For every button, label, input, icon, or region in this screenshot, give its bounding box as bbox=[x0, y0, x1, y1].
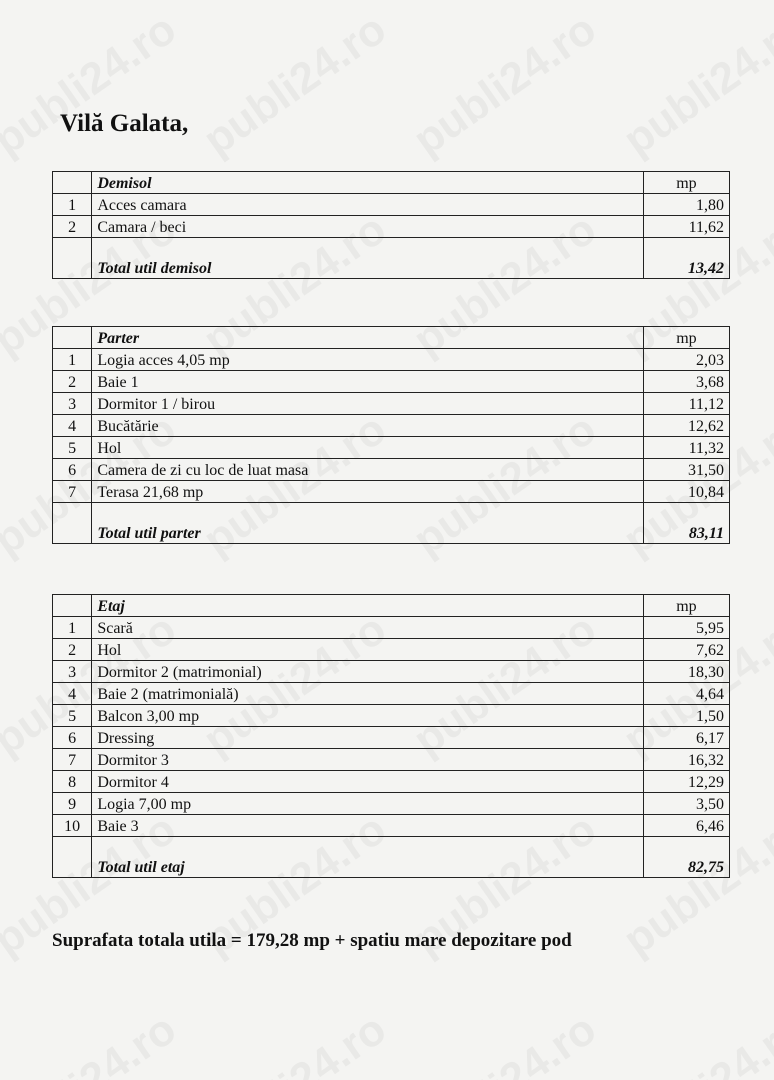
row-number: 5 bbox=[53, 437, 92, 459]
section-total-row bbox=[53, 503, 730, 544]
room-name: Dressing bbox=[92, 727, 644, 749]
table-row bbox=[53, 617, 730, 639]
watermark-text bbox=[195, 1004, 396, 1080]
watermark-text bbox=[405, 4, 606, 166]
room-name: Camara / beci bbox=[92, 216, 644, 238]
row-number: 7 bbox=[53, 481, 92, 503]
section-table-etaj bbox=[52, 594, 730, 878]
table-row bbox=[53, 661, 730, 683]
total-value: 13,42 bbox=[643, 238, 729, 279]
room-name: Baie 1 bbox=[92, 371, 644, 393]
row-number: 2 bbox=[53, 371, 92, 393]
table-row bbox=[53, 216, 730, 238]
row-number: 3 bbox=[53, 393, 92, 415]
room-area: 12,29 bbox=[643, 771, 729, 793]
row-number: 7 bbox=[53, 749, 92, 771]
table-row bbox=[53, 639, 730, 661]
room-name: Logia acces 4,05 mp bbox=[92, 349, 644, 371]
section-table-parter bbox=[52, 326, 730, 544]
row-number: 5 bbox=[53, 705, 92, 727]
table-row bbox=[53, 815, 730, 837]
table-row bbox=[53, 415, 730, 437]
row-number: 3 bbox=[53, 661, 92, 683]
total-value: 82,75 bbox=[643, 837, 729, 878]
room-area: 2,03 bbox=[643, 349, 729, 371]
unit-label: mp bbox=[643, 172, 729, 194]
room-name: Camera de zi cu loc de luat masa bbox=[92, 459, 644, 481]
table-row bbox=[53, 705, 730, 727]
section-name: Demisol bbox=[92, 172, 644, 194]
row-number: 1 bbox=[53, 349, 92, 371]
row-number: 2 bbox=[53, 639, 92, 661]
room-area: 3,50 bbox=[643, 793, 729, 815]
room-name: Baie 2 (matrimonială) bbox=[92, 683, 644, 705]
room-area: 6,46 bbox=[643, 815, 729, 837]
section-header-row bbox=[53, 327, 730, 349]
room-area: 1,50 bbox=[643, 705, 729, 727]
room-area: 11,32 bbox=[643, 437, 729, 459]
room-area: 10,84 bbox=[643, 481, 729, 503]
room-name: Hol bbox=[92, 437, 644, 459]
room-area: 31,50 bbox=[643, 459, 729, 481]
row-number: 9 bbox=[53, 793, 92, 815]
room-area: 5,95 bbox=[643, 617, 729, 639]
room-area: 11,12 bbox=[643, 393, 729, 415]
watermark-text bbox=[615, 4, 774, 166]
total-summary: Suprafata totala utila = 179,28 mp + spatiu mare depozitare pod bbox=[52, 930, 572, 951]
table-row bbox=[53, 371, 730, 393]
total-label: Total util parter bbox=[92, 503, 644, 544]
room-name: Balcon 3,00 mp bbox=[92, 705, 644, 727]
room-area: 18,30 bbox=[643, 661, 729, 683]
section-total-row bbox=[53, 238, 730, 279]
room-area: 11,62 bbox=[643, 216, 729, 238]
table-row bbox=[53, 393, 730, 415]
watermark-text bbox=[0, 4, 189, 166]
unit-label: mp bbox=[643, 595, 729, 617]
section-name: Parter bbox=[92, 327, 644, 349]
section-header-row bbox=[53, 595, 730, 617]
room-area: 12,62 bbox=[643, 415, 729, 437]
section-header-row bbox=[53, 172, 730, 194]
room-name: Baie 3 bbox=[92, 815, 644, 837]
unit-label: mp bbox=[643, 327, 729, 349]
total-num-cell bbox=[53, 238, 92, 279]
room-name: Scară bbox=[92, 617, 644, 639]
row-number: 8 bbox=[53, 771, 92, 793]
total-label: Total util etaj bbox=[92, 837, 644, 878]
room-name: Acces camara bbox=[92, 194, 644, 216]
room-name: Dormitor 4 bbox=[92, 771, 644, 793]
row-number: 4 bbox=[53, 683, 92, 705]
room-name: Logia 7,00 mp bbox=[92, 793, 644, 815]
table-row bbox=[53, 727, 730, 749]
room-name: Dormitor 1 / birou bbox=[92, 393, 644, 415]
room-area: 16,32 bbox=[643, 749, 729, 771]
row-number: 4 bbox=[53, 415, 92, 437]
room-name: Terasa 21,68 mp bbox=[92, 481, 644, 503]
total-value: 83,11 bbox=[643, 503, 729, 544]
watermark-text bbox=[615, 1004, 774, 1080]
table-row bbox=[53, 793, 730, 815]
room-area: 6,17 bbox=[643, 727, 729, 749]
total-num-cell bbox=[53, 837, 92, 878]
room-area: 1,80 bbox=[643, 194, 729, 216]
page-title: Vilă Galata, bbox=[60, 110, 189, 137]
row-number: 1 bbox=[53, 194, 92, 216]
row-number: 1 bbox=[53, 617, 92, 639]
table-row bbox=[53, 459, 730, 481]
section-table-demisol bbox=[52, 171, 730, 279]
room-area: 7,62 bbox=[643, 639, 729, 661]
table-row bbox=[53, 683, 730, 705]
table-row bbox=[53, 349, 730, 371]
total-num-cell bbox=[53, 503, 92, 544]
section-name: Etaj bbox=[92, 595, 644, 617]
room-name: Dormitor 2 (matrimonial) bbox=[92, 661, 644, 683]
room-name: Hol bbox=[92, 639, 644, 661]
table-row bbox=[53, 771, 730, 793]
table-row bbox=[53, 194, 730, 216]
room-name: Bucătărie bbox=[92, 415, 644, 437]
table-row bbox=[53, 481, 730, 503]
room-area: 3,68 bbox=[643, 371, 729, 393]
watermark-text bbox=[405, 1004, 606, 1080]
header-num-cell bbox=[53, 595, 92, 617]
row-number: 6 bbox=[53, 727, 92, 749]
room-area: 4,64 bbox=[643, 683, 729, 705]
table-row bbox=[53, 437, 730, 459]
row-number: 6 bbox=[53, 459, 92, 481]
total-label: Total util demisol bbox=[92, 238, 644, 279]
room-name: Dormitor 3 bbox=[92, 749, 644, 771]
watermark-text bbox=[195, 4, 396, 166]
header-num-cell bbox=[53, 327, 92, 349]
section-total-row bbox=[53, 837, 730, 878]
row-number: 10 bbox=[53, 815, 92, 837]
row-number: 2 bbox=[53, 216, 92, 238]
table-row bbox=[53, 749, 730, 771]
header-num-cell bbox=[53, 172, 92, 194]
watermark-text bbox=[0, 1004, 186, 1080]
